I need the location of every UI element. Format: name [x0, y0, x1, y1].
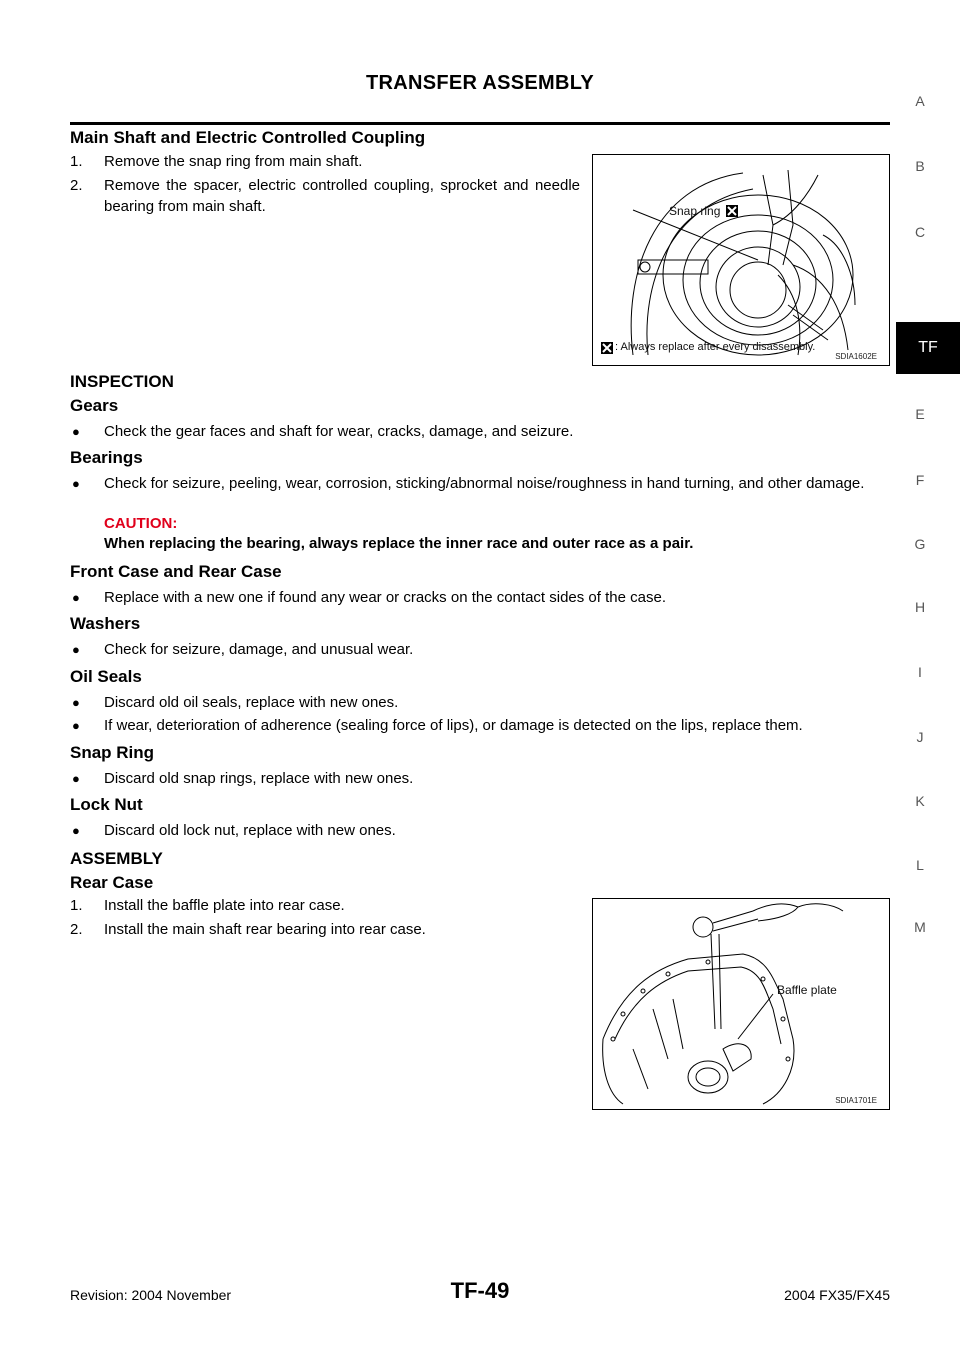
footer-model: 2004 FX35/FX45 [784, 1287, 890, 1303]
heading-inspection: INSPECTION [70, 372, 174, 391]
heading-washers: Washers [70, 614, 141, 633]
caution-text: When replacing the bearing, always replace the inner race and outer race as a pair. [104, 535, 694, 552]
bullet-icon: ● [72, 476, 80, 491]
bullet-icon: ● [72, 771, 80, 786]
index-letter-e[interactable]: E [915, 406, 925, 422]
heading-rear-case: Rear Case [70, 873, 154, 892]
baffle-plate-illustration [593, 899, 889, 1109]
snap-ring-illustration [593, 155, 889, 365]
bullet-icon: ● [72, 695, 80, 710]
bullet-icon: ● [72, 424, 80, 439]
replace-mark-legend-icon [601, 342, 613, 354]
index-letter-k[interactable]: K [915, 793, 925, 809]
page-title: TRANSFER ASSEMBLY [365, 72, 595, 94]
figure-code: SDIA1701E [835, 1096, 877, 1105]
index-tab-tf-active[interactable]: TF [896, 322, 960, 374]
caution-label: CAUTION: [104, 515, 178, 532]
figure-code: SDIA1602E [835, 352, 877, 361]
callout-baffle-plate: Baffle plate [777, 983, 837, 997]
index-letter-c[interactable]: C [914, 224, 926, 240]
heading-gears: Gears [70, 396, 119, 415]
page-number: TF-49 [450, 1278, 510, 1303]
heading-main-shaft: Main Shaft and Electric Controlled Coupling [70, 128, 426, 147]
figure-snap-ring-removal [592, 154, 890, 366]
index-letter-i[interactable]: I [918, 664, 922, 680]
index-letter-b[interactable]: B [915, 158, 925, 174]
index-letter-m[interactable]: M [914, 919, 926, 935]
heading-cases: Front Case and Rear Case [70, 562, 282, 581]
figure-note: : Always replace after every disassembly. [615, 341, 816, 353]
heading-oil-seals: Oil Seals [70, 667, 142, 686]
heading-snap-ring: Snap Ring [70, 743, 155, 762]
bullet-icon: ● [72, 823, 80, 838]
index-letter-j[interactable]: J [916, 729, 924, 745]
bullet-icon: ● [72, 642, 80, 657]
heading-lock-nut: Lock Nut [70, 795, 143, 814]
heading-assembly: ASSEMBLY [70, 849, 163, 868]
replace-mark-icon [726, 205, 738, 217]
bullet-icon: ● [72, 590, 80, 605]
bullet-icon: ● [72, 718, 80, 733]
figure-baffle-plate [592, 898, 890, 1110]
section-index [890, 0, 960, 1358]
index-letter-f[interactable]: F [915, 472, 925, 488]
index-letter-h[interactable]: H [914, 599, 926, 615]
callout-snap-ring: Snap ring [669, 204, 721, 218]
header-rule [70, 122, 890, 125]
index-letter-g[interactable]: G [914, 536, 926, 552]
index-letter-a[interactable]: A [915, 93, 925, 109]
index-letter-l[interactable]: L [916, 857, 924, 873]
heading-bearings: Bearings [70, 448, 143, 467]
footer-revision: Revision: 2004 November [70, 1287, 232, 1303]
